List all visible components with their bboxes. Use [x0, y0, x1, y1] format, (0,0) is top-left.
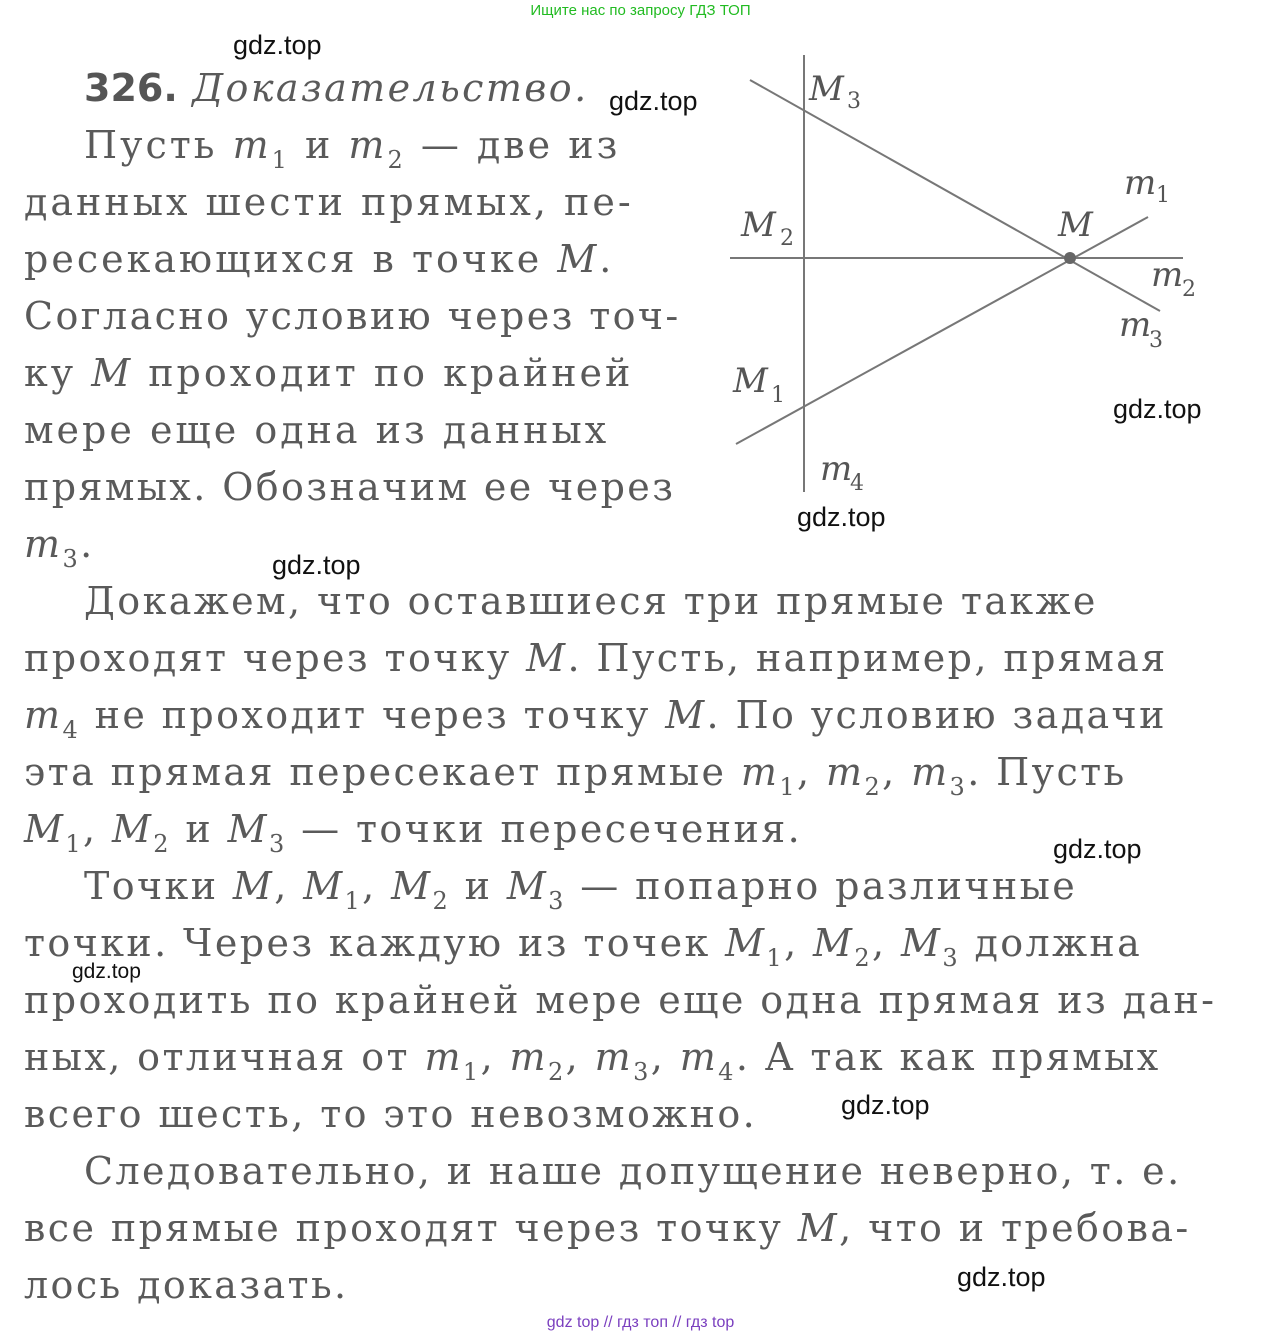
- text-line: данных шести прямых, пе-: [24, 180, 634, 224]
- label-M1: M: [733, 361, 768, 401]
- label-m1: m: [1124, 163, 1157, 203]
- problem-number: 326.: [84, 66, 178, 110]
- text-line: Точки M, $M_1$, $M_2$ и $M_3$ — попарно различные: [84, 864, 1078, 915]
- label-M: M: [1058, 205, 1093, 245]
- text-line: ресекающихся в точке M.: [24, 237, 615, 281]
- text-line: ку M проходит по крайней: [24, 351, 634, 395]
- watermark: gdz.top: [1113, 394, 1202, 424]
- problem-heading: [84, 60, 589, 117]
- text-line: Пусть $m_1$ и $m_2$ — две из: [84, 123, 621, 174]
- label-m2: m: [1151, 255, 1184, 295]
- label-m4-sub: 4: [850, 471, 864, 496]
- line-m1: [736, 217, 1148, 444]
- text-line: $m_4$ не проходит через точку M. По условию задачи: [24, 693, 1167, 744]
- top-banner[interactable]: Ищите нас по запросу ГДЗ ТОП: [530, 2, 751, 19]
- text-line: прямых. Обозначим ее через: [24, 465, 676, 509]
- label-m2-sub: 2: [1182, 277, 1196, 302]
- text-line: все прямые проходят через точку M, что и требова-: [24, 1206, 1191, 1250]
- text-line: $M_1$, $M_2$ и $M_3$ — точки пересечения.: [24, 807, 803, 858]
- watermark: gdz.top: [609, 86, 698, 116]
- label-m3-sub: 3: [1149, 328, 1163, 353]
- watermark: gdz.top: [797, 502, 886, 532]
- text-line: Докажем, что оставшиеся три прямые также: [84, 579, 1098, 623]
- label-m3: m: [1119, 305, 1152, 345]
- point-M: [1064, 252, 1076, 264]
- text-line: Следовательно, и наше допущение неверно, т. е.: [84, 1149, 1182, 1193]
- label-M2-sub: 2: [780, 226, 794, 251]
- text-line: $m_3$.: [24, 522, 95, 573]
- label-m1-sub: 1: [1156, 183, 1170, 208]
- text-line: ных, отличная от $m_1$, $m_2$, $m_3$, $m_4$. А так как прямых: [24, 1035, 1161, 1086]
- line-m3: [750, 80, 1160, 311]
- watermark: gdz.top: [233, 30, 322, 60]
- text-line: Согласно условию через точ-: [24, 294, 681, 338]
- watermark: gdz.top: [272, 550, 361, 580]
- watermark: gdz.top: [957, 1262, 1046, 1292]
- footer-links[interactable]: gdz top // гдз топ // гдз top: [546, 1314, 735, 1331]
- label-M3: M: [809, 69, 844, 109]
- watermark: gdz.top: [1053, 834, 1142, 864]
- watermark: gdz.top: [72, 960, 141, 983]
- label-M1-sub: 1: [771, 383, 785, 408]
- label-M3-sub: 3: [847, 89, 861, 114]
- label-M2: M: [741, 205, 776, 245]
- label-m4: m: [820, 449, 853, 489]
- text-line: точки. Через каждую из точек $M_1$, $M_2$, $M_3$ должна: [24, 921, 1143, 972]
- text-line: проходить по крайней мере еще одна прямая из дан-: [24, 978, 1217, 1022]
- watermark: gdz.top: [841, 1090, 930, 1120]
- text-line: лось доказать.: [24, 1263, 349, 1307]
- text-line: мере еще одна из данных: [24, 408, 610, 452]
- text-line: проходят через точку M. Пусть, например, прямая: [24, 636, 1168, 680]
- text-line: эта прямая пересекает прямые $m_1$, $m_2$, $m_3$. Пусть: [24, 750, 1127, 801]
- text-line: всего шесть, то это невозможно.: [24, 1092, 758, 1136]
- problem-title: Доказательство.: [192, 66, 589, 110]
